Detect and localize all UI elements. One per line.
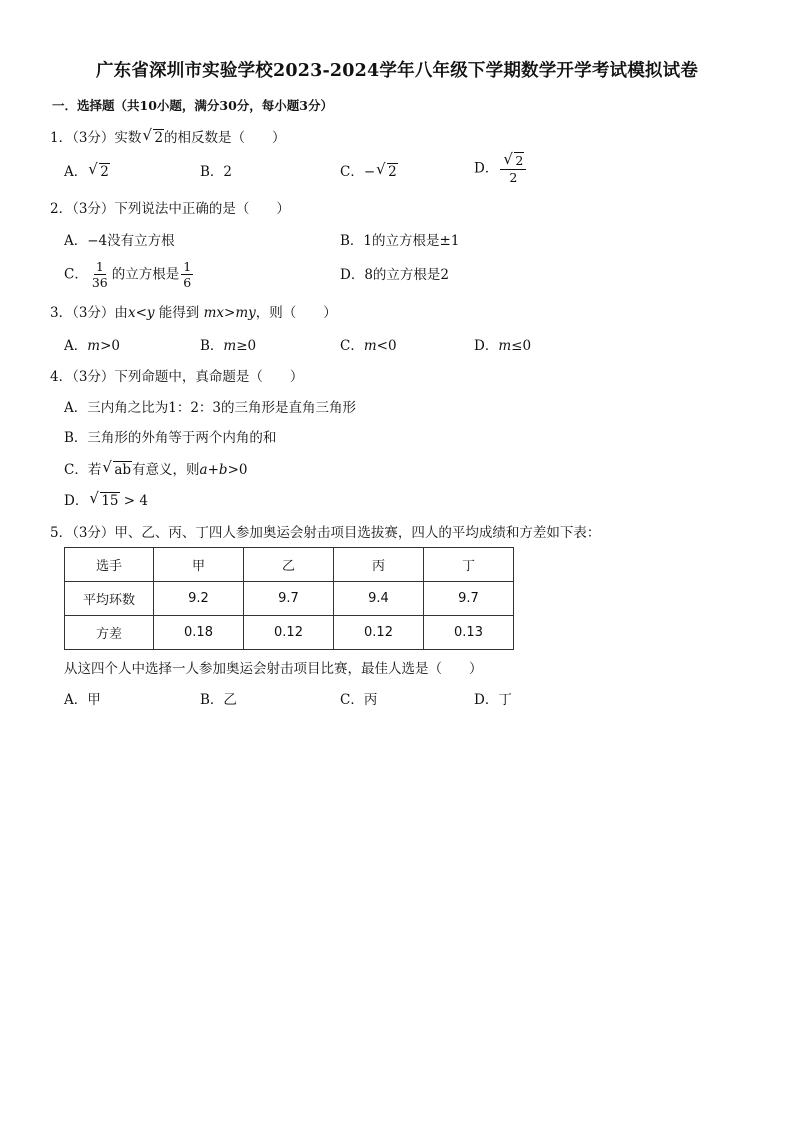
q3-a-var: m	[87, 338, 101, 354]
q3-option-c	[340, 336, 397, 356]
q3-option-a	[64, 336, 120, 356]
q4-c-sqrt	[102, 460, 132, 480]
q1-d-denominator: 2	[509, 170, 518, 185]
q1-d-radicand: 2	[515, 153, 524, 168]
q3-p1: 3．（3分）由	[50, 305, 128, 321]
q3-a-rel: >0	[100, 338, 120, 354]
radical-icon: √	[376, 160, 386, 178]
q1-option-a	[64, 162, 110, 182]
q2-c-den2: 6	[183, 275, 192, 290]
table-cell: 9.4	[334, 582, 424, 616]
q4-d-rel: > 4	[119, 493, 148, 509]
q4-c-label: C．若	[64, 462, 102, 478]
q3-b-rel: ≥0	[236, 338, 257, 354]
q3-option-b	[200, 336, 256, 356]
radical-icon: √	[142, 126, 152, 144]
q1-a-sqrt	[88, 162, 110, 182]
table-cell: 9.7	[424, 582, 514, 616]
q3-p3: ，则（ ）	[255, 305, 337, 321]
section-heading: 一．选择题（共10小题，满分30分，每小题3分）	[52, 98, 333, 113]
question-1-stem	[50, 128, 286, 148]
q3-c-label: C．	[340, 338, 364, 354]
radical-icon: √	[88, 160, 98, 178]
radical-icon: √	[102, 458, 112, 476]
q3-a-label: A．	[64, 338, 88, 354]
q4-option-c	[64, 460, 247, 480]
q5-option-a: A．甲	[64, 692, 101, 708]
q1-option-c	[340, 162, 398, 182]
question-5-stem: 5．（3分）甲、乙、丙、丁四人参加奥运会射击项目选拔赛，四人的平均成绩和方差如下表：	[50, 525, 601, 541]
q2-c-num2: 1	[183, 259, 192, 274]
table-cell: 选手	[65, 548, 154, 582]
q1-option-d	[474, 152, 528, 185]
table-cell: 0.18	[154, 616, 244, 650]
q2-c-num: 1	[95, 259, 104, 274]
q1-radicand: 2	[154, 130, 164, 146]
q4-option-b: B．三角形的外角等于两个内角的和	[64, 430, 277, 446]
q3-c-var: m	[363, 338, 377, 354]
q4-c-expr: a+b	[199, 462, 228, 478]
q4-d-label: D．	[64, 493, 89, 509]
question-5-prompt: 从这四个人中选择一人参加奥运会射击项目比赛，最佳人选是（ ）	[64, 661, 483, 677]
radical-icon: √	[89, 489, 99, 507]
table-header-row	[65, 548, 514, 582]
question-3-stem	[50, 303, 337, 323]
question-4-stem: 4．（3分）下列命题中，真命题是（ ）	[50, 369, 304, 385]
q1-sqrt	[142, 128, 164, 148]
q2-option-b: B．1的立方根是±1	[340, 233, 460, 249]
table-cell: 0.13	[424, 616, 514, 650]
q5-option-b: B．乙	[200, 692, 237, 708]
table-cell: 0.12	[244, 616, 334, 650]
q3-b-var: m	[223, 338, 237, 354]
q3-gt: >	[224, 305, 236, 321]
q3-d-label: D．	[474, 338, 499, 354]
q5-option-d: D．丁	[474, 692, 512, 708]
q1-d-sqrt	[503, 152, 524, 169]
table-cell: 甲	[154, 548, 244, 582]
q1-c-label: C．−	[340, 164, 376, 180]
q3-lt: <	[135, 305, 147, 321]
q3-c-rel: <0	[376, 338, 397, 354]
q2-c-den: 36	[91, 275, 108, 290]
table-cell: 乙	[244, 548, 334, 582]
q1-c-radicand: 2	[388, 164, 397, 180]
q3-x: x	[127, 305, 136, 321]
q4-c-radicand: ab	[114, 462, 132, 478]
table-cell: 9.7	[244, 582, 334, 616]
q1-option-b: B．2	[200, 164, 233, 180]
q3-y: y	[146, 305, 155, 321]
q4-c-mid: 有意义，则	[132, 462, 200, 478]
q2-option-a: A．−4没有立方根	[64, 233, 175, 249]
q1-a-radicand: 2	[100, 164, 109, 180]
table-row	[65, 616, 514, 650]
q4-d-radicand: 15	[101, 493, 119, 509]
q2-c-fraction-1	[90, 259, 110, 290]
q3-d-rel: ≤0	[511, 338, 532, 354]
q2-c-mid: 的立方根是	[111, 266, 180, 283]
q3-mx: mx	[203, 305, 225, 321]
scores-table	[64, 547, 514, 650]
q3-option-d	[474, 336, 531, 356]
question-2-stem: 2．（3分）下列说法中正确的是（ ）	[50, 201, 290, 217]
q4-option-d	[64, 491, 148, 511]
q4-option-a: A．三内角之比为1：2：3的三角形是直角三角形	[64, 400, 357, 416]
table-cell: 9.2	[154, 582, 244, 616]
table-row	[65, 582, 514, 616]
q3-p2: 能得到	[154, 305, 204, 321]
table-cell: 方差	[65, 616, 154, 650]
q1-c-sqrt	[376, 162, 398, 182]
table-cell: 平均环数	[65, 582, 154, 616]
q1-prefix: 1．（3分）实数	[50, 130, 142, 146]
q3-d-var: m	[498, 338, 512, 354]
q5-option-c: C．丙	[340, 692, 378, 708]
page-title: 广东省深圳市实验学校2023-2024学年八年级下学期数学开学考试模拟试卷	[95, 61, 699, 81]
q1-d-label: D．	[474, 160, 499, 177]
q1-a-label: A．	[64, 164, 88, 180]
q2-option-d: D．8的立方根是2	[340, 267, 450, 283]
q1-suffix: 的相反数是（ ）	[164, 130, 286, 146]
q2-option-c	[64, 259, 195, 290]
q2-c-label: C．	[64, 266, 88, 283]
q4-c-rel: >0	[227, 462, 248, 478]
table-cell: 丁	[424, 548, 514, 582]
radical-icon: √	[503, 150, 513, 168]
table-cell: 丙	[334, 548, 424, 582]
q2-c-fraction-2	[181, 259, 193, 290]
table-cell: 0.12	[334, 616, 424, 650]
q3-b-label: B．	[200, 338, 224, 354]
q1-d-fraction	[500, 152, 526, 185]
q4-d-sqrt	[89, 491, 119, 511]
q3-my: my	[235, 305, 256, 321]
